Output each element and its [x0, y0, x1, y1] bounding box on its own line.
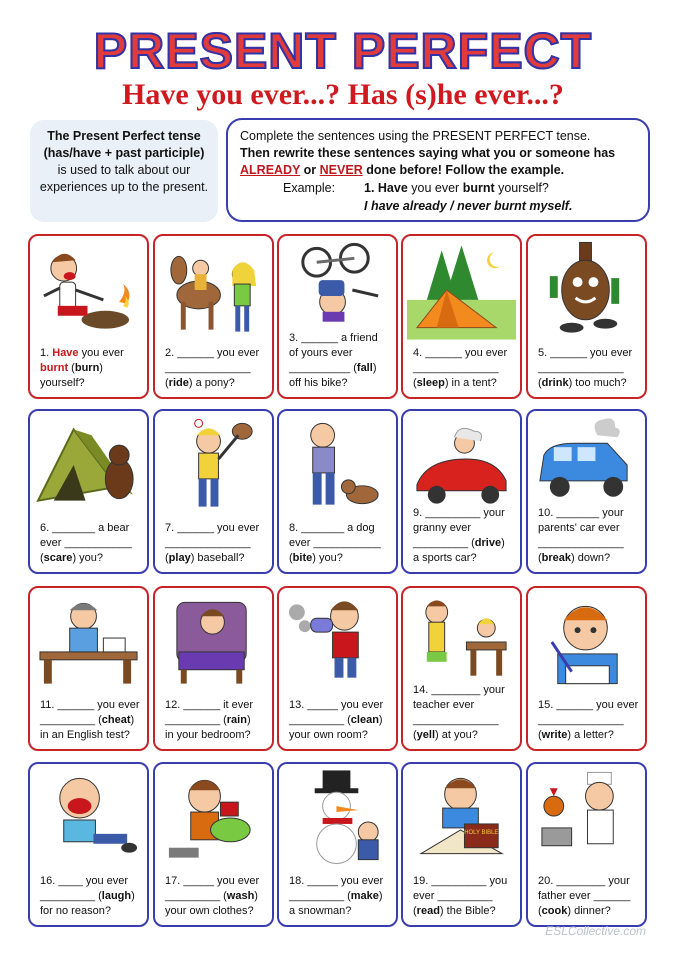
info-line-3: is used to talk about our experiences up to the present. — [39, 163, 209, 194]
cheating-test-illustration — [34, 592, 143, 692]
watermark: ESLCollective.com — [545, 924, 646, 938]
card-text: 11. ______ you ever _________ (cheat) in an English test? — [40, 699, 140, 741]
card-4 — [401, 234, 522, 399]
example-answer: I have already / never burnt myself. — [364, 199, 573, 213]
card-2 — [153, 234, 274, 399]
broken-car-illustration — [532, 415, 641, 515]
card-text: 18. _____ you ever _________ (make) a snowman? — [289, 875, 384, 917]
card-15 — [526, 586, 647, 751]
example-row — [240, 180, 636, 197]
card-18 — [277, 762, 398, 927]
card-text: 15. ______ you ever ______________ (write) a letter? — [538, 699, 639, 741]
baseball-boy-illustration — [159, 415, 268, 515]
card-9 — [401, 409, 522, 574]
card-text: 16. ____ you ever _________ (laugh) for no reason? — [40, 875, 135, 917]
card-12 — [153, 586, 274, 751]
card-text: 9. _________ your granny ever _________ (drive) a sports car? — [413, 507, 505, 564]
instruction-line-1: Complete the sentences using the PRESENT PERFECT tense. — [240, 129, 591, 143]
card-20 — [526, 762, 647, 927]
example-question: 1. Have you ever burnt yourself? — [364, 181, 549, 195]
card-1 — [28, 234, 149, 399]
info-line-2: (has/have + past participle) — [43, 146, 205, 160]
example-answer-row — [240, 198, 636, 215]
grammar-info-box — [30, 120, 218, 222]
card-text: 2. ______ you ever ______________ (ride) a pony? — [165, 347, 260, 389]
card-19 — [401, 762, 522, 927]
card-text: 17. _____ you ever _________ (wash) your own clothes? — [165, 875, 260, 917]
info-line-1: The Present Perfect tense — [47, 129, 201, 143]
card-text: 14. ________ your teacher ever ______________ (yell) at you? — [413, 684, 505, 741]
washing-clothes-illustration — [159, 768, 268, 868]
instruction-line-3: ALREADY or NEVER done before! Follow the example. — [240, 163, 565, 177]
bedroom-rain-illustration — [159, 592, 268, 692]
page-subtitle: Have you ever...? Has (s)he ever...? — [122, 78, 564, 111]
bible-label: HOLY BIBLE — [464, 829, 499, 836]
pony-illustration — [159, 240, 268, 340]
example-label: Example: — [283, 181, 336, 195]
card-10 — [526, 409, 647, 574]
card-text: 6. _______ a bear ever ___________ (scare) you? — [40, 522, 132, 564]
card-6 — [28, 409, 149, 574]
card-text: 3. ______ a friend of yours ever __________ (fall) off his bike? — [289, 332, 378, 389]
card-text: 4. ______ you ever ______________ (sleep) in a tent? — [413, 347, 508, 389]
card-text: 5. ______ you ever ______________ (drink) too much? — [538, 347, 633, 389]
card-17 — [153, 762, 274, 927]
instructions-box — [226, 118, 650, 222]
card-text: 13. _____ you ever _________ (clean) your own room? — [289, 699, 384, 741]
cooking-father-illustration — [532, 768, 641, 868]
card-text: 12. ______ it ever _________ (rain) in your bedroom? — [165, 699, 254, 741]
writing-boy-illustration — [532, 592, 641, 692]
bible-reader-illustration — [407, 768, 516, 868]
yelling-teacher-illustration — [407, 592, 516, 692]
card-3 — [277, 234, 398, 399]
cleaning-boy-illustration — [283, 592, 392, 692]
dog-bite-illustration — [283, 415, 392, 515]
drunk-bottle-illustration — [532, 240, 641, 340]
bear-tent-illustration — [34, 415, 143, 515]
card-8 — [277, 409, 398, 574]
card-13 — [277, 586, 398, 751]
card-text: 19. _________ you ever _________ (read) the Bible? — [413, 875, 508, 917]
man-burnt-illustration — [34, 240, 143, 340]
card-5 — [526, 234, 647, 399]
snowman-illustration — [283, 768, 392, 868]
card-11 — [28, 586, 149, 751]
laughing-boy-illustration — [34, 768, 143, 868]
card-text: 1. Have you ever burnt (burn) yourself? — [40, 347, 124, 389]
bike-fall-illustration — [283, 240, 392, 340]
page-title: PRESENT PERFECT — [0, 22, 686, 80]
card-14 — [401, 586, 522, 751]
card-text: 20. ________ your father ever ______ (cook) dinner? — [538, 875, 631, 917]
card-text: 8. _______ a dog ever ___________ (bite) you? — [289, 522, 381, 564]
granny-car-illustration — [407, 415, 516, 515]
card-7 — [153, 409, 274, 574]
tent-night-illustration — [407, 240, 516, 340]
instruction-line-2: Then rewrite these sentences saying what you or someone has — [240, 146, 616, 160]
card-text: 10. _______ your parents' car ever ______________ (break) down? — [538, 507, 624, 564]
card-16 — [28, 762, 149, 927]
card-text: 7. ______ you ever ______________ (play) baseball? — [165, 522, 260, 564]
